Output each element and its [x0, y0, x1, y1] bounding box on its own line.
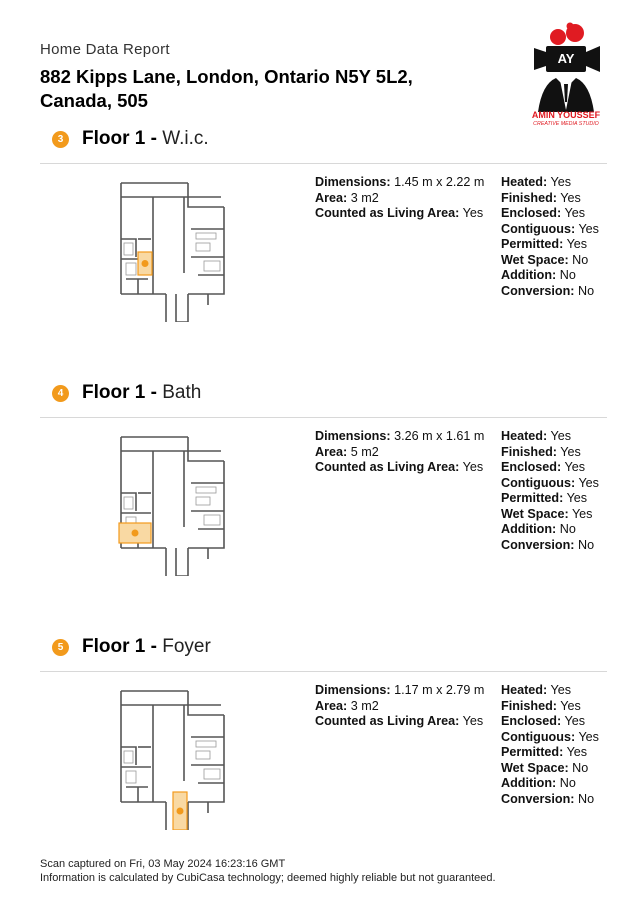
room-name: Bath	[162, 382, 202, 403]
flag-value: Yes	[578, 221, 599, 236]
detail-row	[315, 683, 490, 699]
logo-initials: AY	[557, 51, 575, 66]
flag-label: Finished:	[501, 698, 557, 713]
detail-label: Counted as Living Area:	[315, 460, 460, 474]
detail-label: Dimensions:	[315, 429, 391, 443]
section-header	[40, 383, 607, 418]
scan-captured-note: Scan captured on Fri, 03 May 2024 16:23:16 GMT	[40, 858, 286, 870]
report-label: Home Data Report	[40, 41, 170, 58]
room-number-badge: 4	[52, 385, 69, 402]
flag-row	[501, 253, 607, 269]
detail-label: Counted as Living Area:	[315, 714, 460, 728]
flag-row	[501, 699, 607, 715]
disclaimer-note: Information is calculated by CubiCasa technology; deemed highly reliable but not guaranteed.	[40, 872, 496, 884]
flag-label: Enclosed:	[501, 460, 562, 474]
flag-row	[501, 476, 607, 492]
section-header	[40, 637, 607, 672]
detail-label: Dimensions:	[315, 683, 391, 697]
flag-label: Addition:	[501, 522, 557, 536]
floor-plan	[118, 687, 226, 830]
flag-row	[501, 730, 607, 746]
flag-value: No	[577, 283, 595, 298]
flag-row	[501, 714, 607, 730]
flag-row	[501, 191, 607, 207]
flag-value: No	[577, 537, 595, 552]
flag-value: No	[559, 522, 576, 536]
studio-logo	[520, 22, 610, 126]
detail-value: 3 m2	[350, 698, 379, 713]
flag-value: Yes	[564, 714, 586, 728]
flag-label: Addition:	[501, 776, 557, 790]
flag-label: Heated:	[501, 429, 548, 443]
flag-value: Yes	[566, 491, 588, 505]
flag-row	[501, 507, 607, 523]
detail-value: Yes	[462, 714, 484, 728]
flag-row	[501, 284, 607, 300]
flag-value: No	[577, 791, 595, 806]
detail-value: 3 m2	[350, 190, 379, 205]
room-number-badge: 3	[52, 131, 69, 148]
flag-label: Permitted:	[501, 237, 564, 251]
detail-value: 3.26 m x 1.61 m	[394, 429, 485, 443]
flag-label: Heated:	[501, 683, 548, 697]
flag-row	[501, 522, 607, 538]
section-title	[82, 128, 209, 150]
flag-row	[501, 761, 607, 777]
flag-row	[501, 206, 607, 222]
room-flags	[501, 683, 607, 807]
flag-label: Contiguous:	[501, 729, 576, 744]
room-name: Foyer	[162, 636, 211, 657]
floor-plan	[118, 433, 226, 576]
flag-row	[501, 683, 607, 699]
room-section	[40, 637, 607, 891]
detail-value: Yes	[462, 206, 484, 220]
property-address: 882 Kipps Lane, London, Ontario N5Y 5L2, Canada, 505	[40, 66, 413, 111]
flag-value: Yes	[564, 460, 586, 474]
detail-row	[315, 714, 490, 730]
flag-label: Contiguous:	[501, 475, 576, 490]
flag-label: Finished:	[501, 190, 557, 205]
detail-row	[315, 206, 490, 222]
room-details	[315, 175, 490, 222]
flag-label: Wet Space:	[501, 252, 569, 267]
flag-value: Yes	[550, 429, 572, 443]
room-details	[315, 429, 490, 476]
flag-label: Permitted:	[501, 491, 564, 505]
flag-label: Conversion:	[501, 537, 575, 552]
flag-row	[501, 745, 607, 761]
detail-value: 1.17 m x 2.79 m	[394, 683, 485, 697]
flag-label: Contiguous:	[501, 221, 576, 236]
flag-label: Enclosed:	[501, 206, 562, 220]
flag-row	[501, 237, 607, 253]
floor-plan	[118, 179, 226, 322]
detail-row	[315, 429, 490, 445]
flag-value: Yes	[560, 698, 581, 713]
room-flags	[501, 429, 607, 553]
room-details	[315, 683, 490, 730]
flag-label: Conversion:	[501, 283, 575, 298]
flag-value: Yes	[566, 745, 588, 759]
detail-value: 5 m2	[350, 444, 379, 459]
flag-value: No	[572, 760, 589, 775]
flag-value: Yes	[550, 175, 572, 189]
flag-row	[501, 268, 607, 284]
flag-value: Yes	[578, 729, 599, 744]
detail-row	[315, 445, 490, 461]
flag-value: Yes	[564, 206, 586, 220]
flag-value: No	[559, 268, 576, 282]
floor-label: Floor 1 -	[82, 636, 157, 657]
detail-label: Counted as Living Area:	[315, 206, 460, 220]
room-name: W.i.c.	[162, 128, 209, 149]
section-title	[82, 636, 211, 658]
floor-label: Floor 1 -	[82, 128, 157, 149]
detail-row	[315, 191, 490, 207]
room-flags	[501, 175, 607, 299]
flag-value: Yes	[550, 683, 572, 697]
section-title	[82, 382, 201, 404]
flag-value: No	[559, 776, 576, 790]
room-section	[40, 383, 607, 637]
flag-value: Yes	[571, 506, 593, 521]
flag-row	[501, 175, 607, 191]
flag-row	[501, 538, 607, 554]
flag-label: Wet Space:	[501, 760, 569, 775]
flag-label: Permitted:	[501, 745, 564, 759]
logo-name: AMIN YOUSSEF	[531, 110, 601, 120]
flag-row	[501, 491, 607, 507]
detail-value: 1.45 m x 2.22 m	[394, 175, 485, 189]
detail-row	[315, 699, 490, 715]
flag-label: Wet Space:	[501, 506, 569, 521]
floor-label: Floor 1 -	[82, 382, 157, 403]
room-section	[40, 129, 607, 383]
footer	[40, 857, 496, 885]
flag-value: Yes	[578, 475, 599, 490]
flag-row	[501, 222, 607, 238]
detail-label: Area:	[315, 190, 348, 205]
flag-label: Addition:	[501, 268, 557, 282]
flag-row	[501, 776, 607, 792]
flag-label: Finished:	[501, 444, 557, 459]
detail-row	[315, 460, 490, 476]
room-marker	[177, 808, 184, 815]
flag-label: Conversion:	[501, 791, 575, 806]
flag-row	[501, 792, 607, 808]
flag-row	[501, 445, 607, 461]
flag-value: Yes	[560, 190, 581, 205]
flag-label: Heated:	[501, 175, 548, 189]
room-marker	[132, 530, 139, 537]
room-marker	[142, 260, 149, 267]
flag-value: Yes	[566, 237, 588, 251]
detail-label: Area:	[315, 444, 348, 459]
flag-value: Yes	[560, 444, 581, 459]
detail-label: Area:	[315, 698, 348, 713]
flag-row	[501, 429, 607, 445]
room-number-badge: 5	[52, 639, 69, 656]
detail-row	[315, 175, 490, 191]
flag-value: No	[572, 252, 589, 267]
logo-tagline: CREATIVE MEDIA STUDIO	[533, 121, 599, 126]
flag-label: Enclosed:	[501, 714, 562, 728]
section-header	[40, 129, 607, 164]
detail-label: Dimensions:	[315, 175, 391, 189]
flag-row	[501, 460, 607, 476]
detail-value: Yes	[462, 460, 484, 474]
